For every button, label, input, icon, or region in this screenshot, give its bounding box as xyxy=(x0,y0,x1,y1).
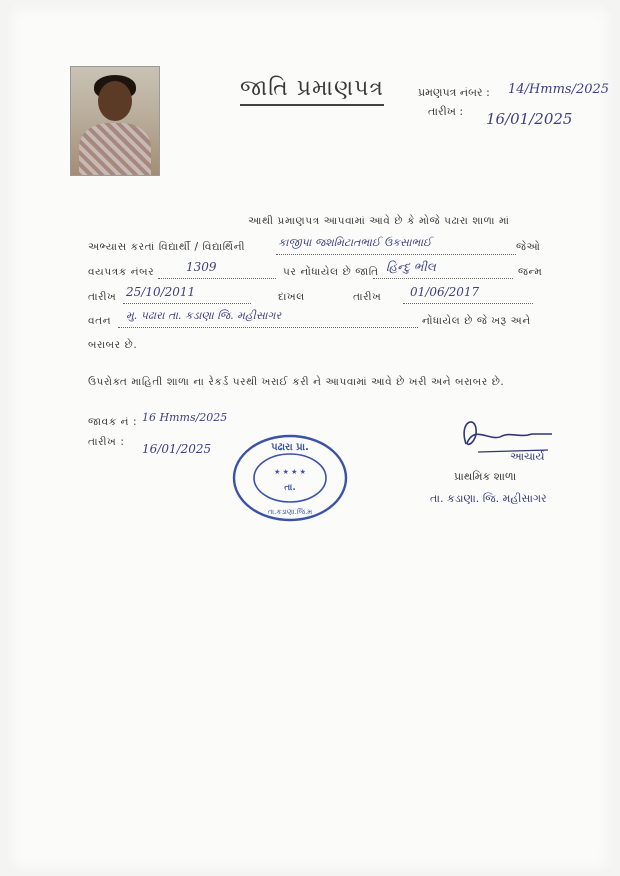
taluka-label: તા. કડાણા. જિ. મહીસાગર xyxy=(430,492,547,505)
body-line-2-suffix: જેઓ xyxy=(516,241,541,253)
cert-date-label: તારીખ : xyxy=(428,105,464,118)
birth-label: જન્મ xyxy=(518,266,543,278)
footer-date-label: તારીખ : xyxy=(88,436,125,448)
signature-text: આચાર્ય xyxy=(510,450,545,462)
school-stamp xyxy=(230,432,350,524)
native-label: વતન xyxy=(88,315,112,327)
certificate-page xyxy=(8,4,612,872)
cert-no-value: 14/Hmms/2025 xyxy=(508,82,610,97)
javak-value: 16 Hmms/2025 xyxy=(142,411,228,424)
cert-date-value: 16/01/2025 xyxy=(486,110,573,128)
line-end: બરાબર છે. xyxy=(88,339,138,351)
reg-value: 1309 xyxy=(186,260,217,274)
body-line-2-prefix: અભ્યાસ કરતાં વિદ્યાર્થી / વિદ્યાર્થિની xyxy=(88,241,246,253)
dob-value: 25/10/2011 xyxy=(126,285,196,299)
footer-date-value: 16/01/2025 xyxy=(142,442,212,456)
stamp-middle-text: તા. xyxy=(284,483,296,493)
title-underline xyxy=(240,104,384,106)
stamp-bottom-text: તા.કડાણા.જિ.મ xyxy=(267,508,313,516)
body-line-1: આથી પ્રમાણપત્ર આપવામાં આવે છે કે મોજે પઢારા શાળા માં xyxy=(248,215,510,227)
student-photo xyxy=(70,66,160,176)
student-name: કાજીપા જશમિટાતભાઈ ઉકસાભાઈ xyxy=(278,236,432,249)
native-suffix: નોંધાયેલ છે જે ખરૂ અને xyxy=(422,315,531,327)
caste-value: હિન્દુ ભીલ xyxy=(386,260,436,274)
reg-label: વયપત્રક નંબર xyxy=(88,266,155,278)
native-value: મુ. પઢારા તા. કડાણા જિ. મહીસાગર xyxy=(126,309,282,322)
stamp-top-text: પઢારા પ્રા. xyxy=(271,442,309,453)
svg-text:★ ★ ★ ★: ★ ★ ★ ★ xyxy=(274,468,306,476)
dob-label: તારીખ xyxy=(88,291,117,303)
statement: ઉપરોક્ત માહિતી શાળા ના રેકર્ડ પરથી ખરાઈ કરી ને આપવામાં આવે છે ખરી અને બરાબર છે. xyxy=(88,376,505,388)
admit-value: 01/06/2017 xyxy=(410,285,480,299)
cert-no-label: પ્રમણપત્ર નંબર : xyxy=(418,86,490,99)
principal-signature xyxy=(448,412,568,462)
javak-label: જાવક નં : xyxy=(88,416,138,428)
admit-label: દાખલ xyxy=(278,291,305,303)
caste-label: પર નોંધાયેલ છે જાતિ xyxy=(283,266,379,278)
certificate-title: જાતિ પ્રમાણપત્ર xyxy=(240,76,384,101)
principal-label: પ્રાથમિક શાળા xyxy=(454,470,517,483)
admit-date-label: તારીખ xyxy=(353,291,382,303)
